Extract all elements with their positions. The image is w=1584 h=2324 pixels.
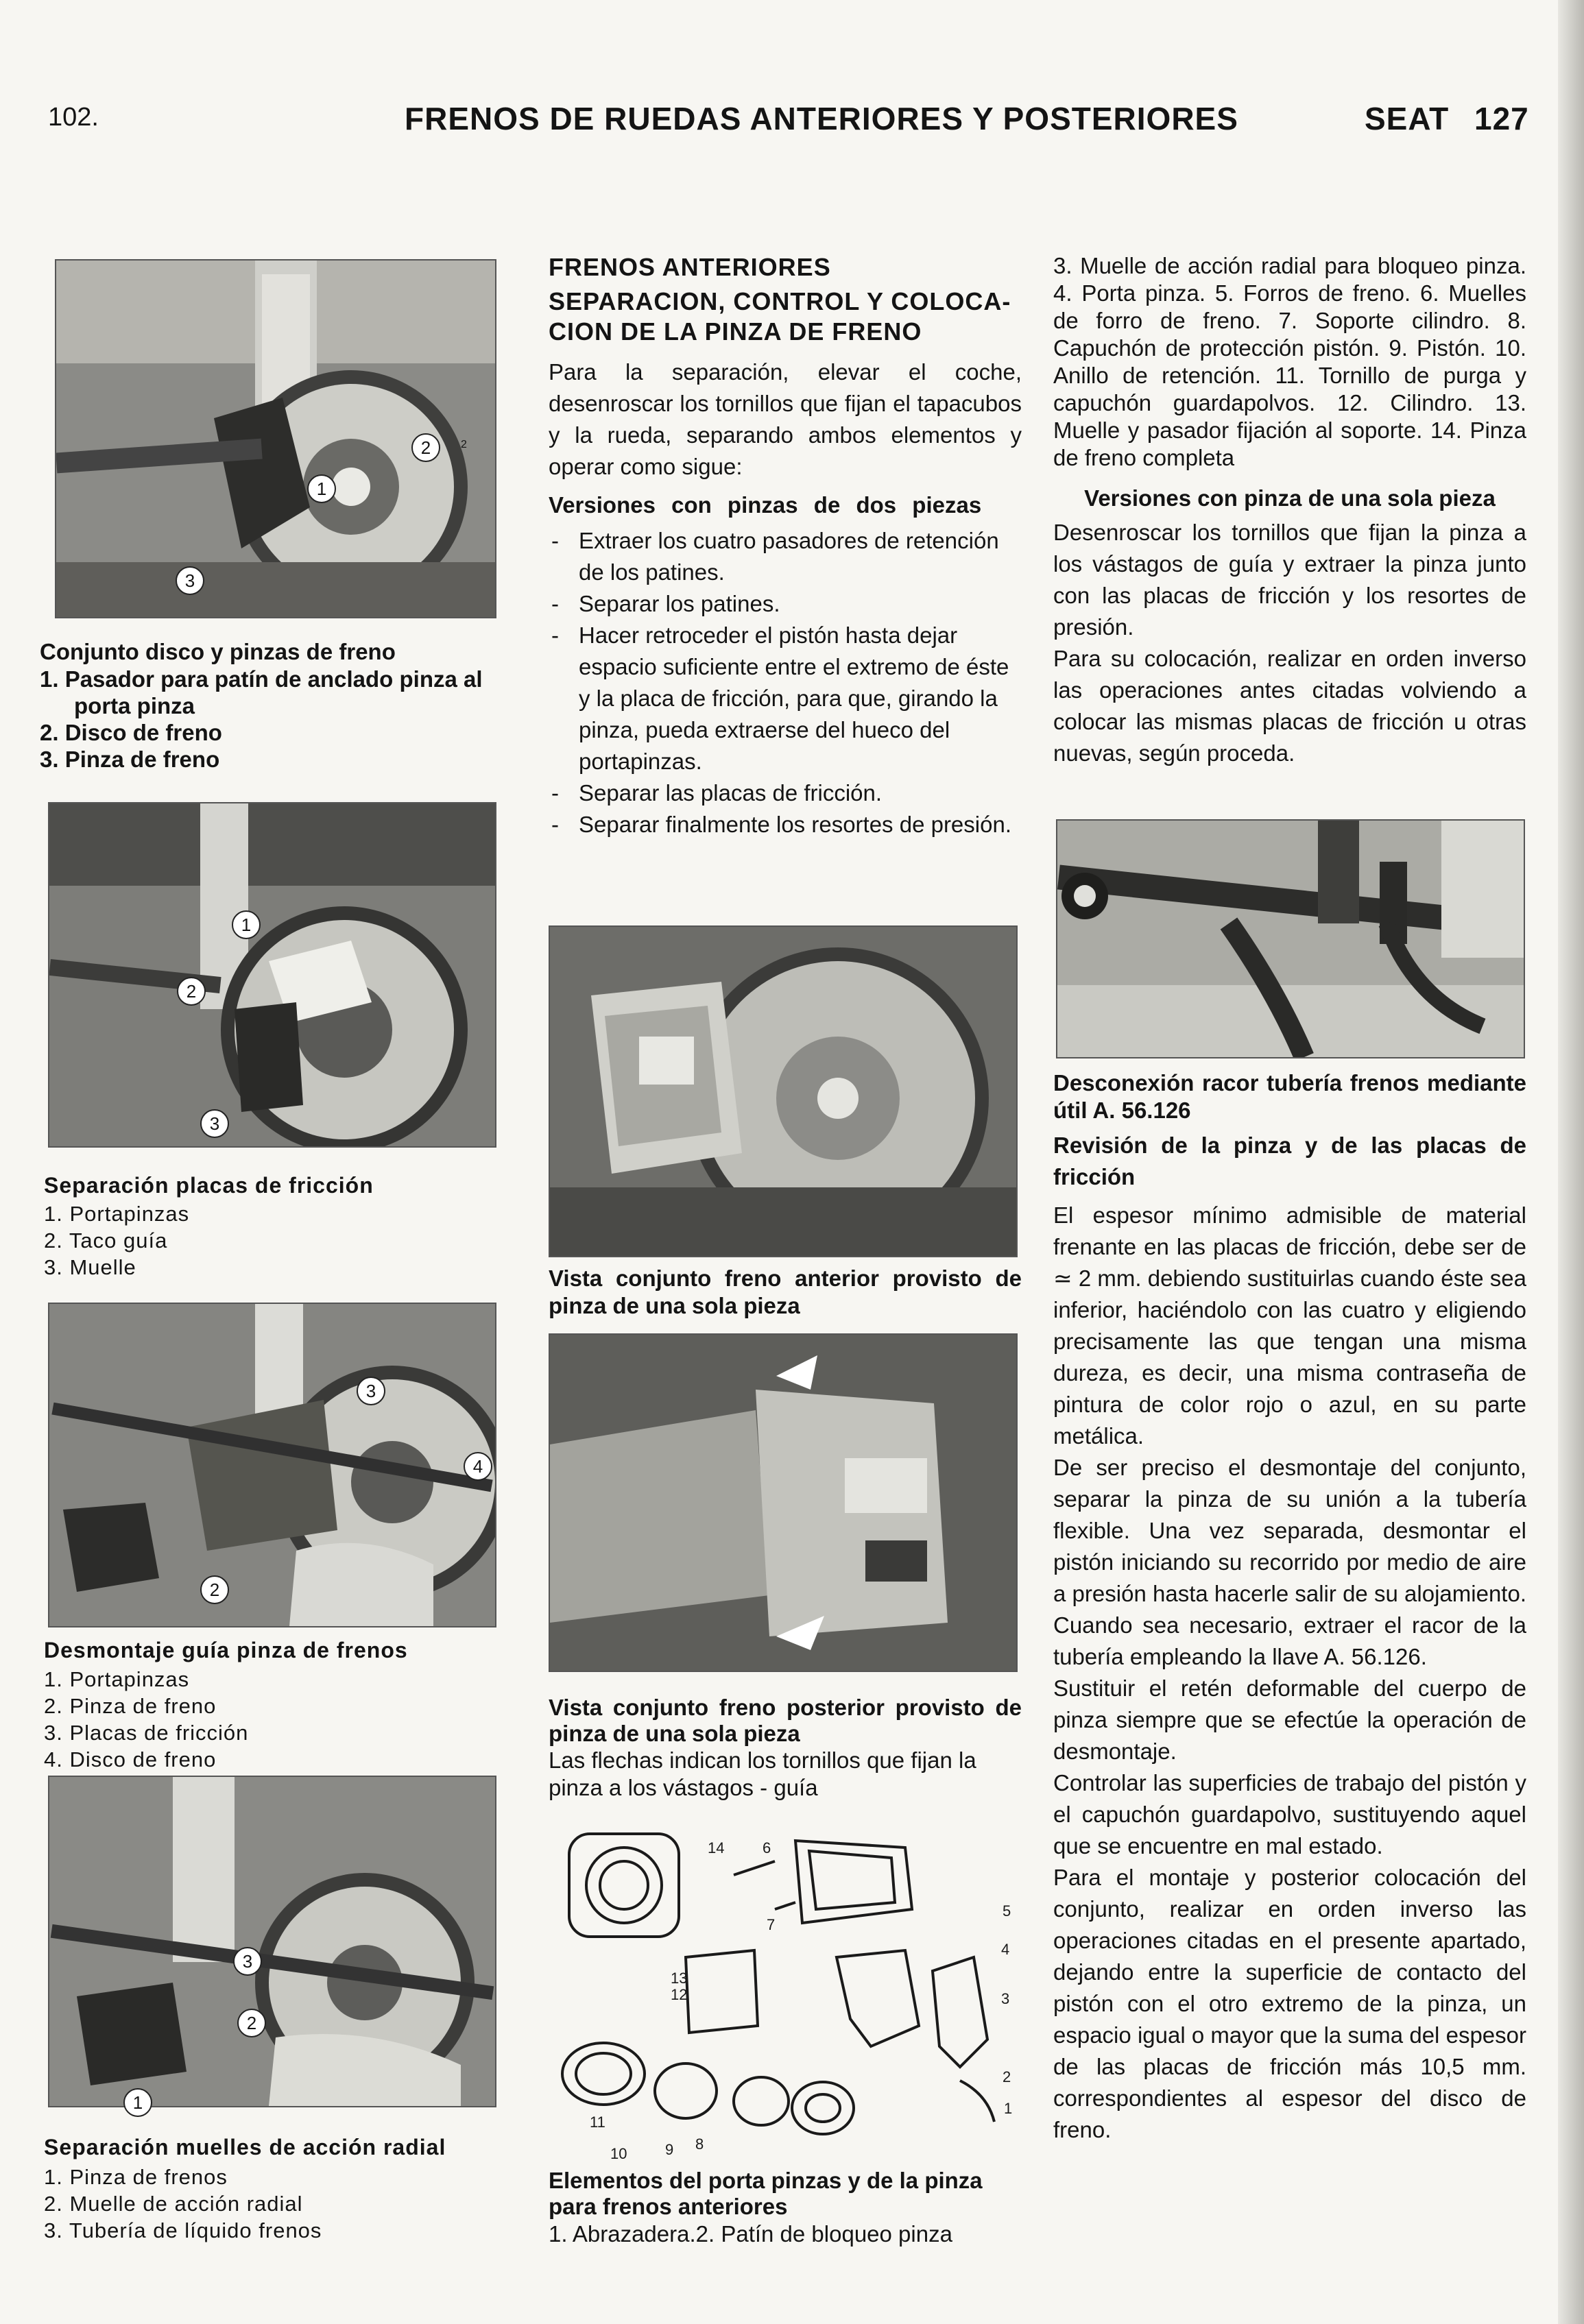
step-1: - Extraer los cuatro pasadores de retención de los patines. [549, 525, 1022, 588]
diagram-label-3: 3 [1001, 1990, 1010, 2007]
fig3-title: Desmontaje guía pinza de frenos [44, 1638, 408, 1662]
callout-3-badge: 3 [176, 566, 204, 595]
fig4-item-1: 1. Pinza de frenos [44, 2165, 228, 2189]
diagram-label-7: 7 [767, 1916, 776, 1933]
fig2-title: Separación placas de fricción [44, 1173, 374, 1198]
fig1-caption [40, 638, 513, 773]
diagram-label-1: 1 [1004, 2100, 1013, 2117]
fig3-callout-4: 4 [464, 1452, 492, 1481]
page-title: FRENOS DE RUEDAS ANTERIORES Y POSTERIORES [405, 101, 1238, 136]
callout-2: 2 [461, 439, 467, 450]
fig4-item-2: 2. Muelle de acción radial [44, 2192, 303, 2216]
diagram-label-10: 10 [610, 2145, 627, 2162]
fig4-callout-1: 1 [123, 2088, 152, 2117]
fig1-title: Conjunto disco y pinzas de freno [40, 639, 396, 664]
revision-para-2: De ser preciso el desmontaje del conjunto, separar la pinza de su unión a la tubería flexible. Una vez separada, desmontar el pistón iniciando su recorrido por medio de aire a presión hasta hacerle salir de su alojamiento. Cuando sea necesario, extraer el racor de la tubería empleando la llave A. 56.126. [1053, 1455, 1526, 1669]
fig2-callout-3: 3 [200, 1109, 229, 1138]
two-piece-heading: Versiones con pinzas de dos piezas [549, 492, 982, 518]
revision-para-4: Controlar las superficies de trabajo del pistón y el capuchón guardapolvo, sustituyendo aquel que se encuentre en mal estado. [1053, 1770, 1526, 1859]
page-number: 102. [48, 103, 99, 132]
fig6-note: Las flechas indican los tornillos que fijan la pinza a los vástagos - guía [549, 1747, 976, 1800]
page-edge [1558, 0, 1584, 2324]
one-piece-heading: Versiones con pinza de una sola pieza [1084, 485, 1496, 511]
fig2-caption [44, 1170, 517, 1281]
photo-friction-pads-separation [48, 802, 496, 1148]
photo-rear-brake-assembly [549, 1333, 1018, 1672]
brand-label: SEAT [1365, 101, 1450, 136]
step-2: - Separar los patines. [549, 588, 1022, 620]
diagram-caption-block [549, 2168, 1022, 2249]
revision-heading: Revisión de la pinza y de las placas de fricción [1053, 1133, 1526, 1189]
diagram-label-5: 5 [1003, 1902, 1011, 1920]
diagram-items: 1. Abrazadera.2. Patín de bloqueo pinza [549, 2221, 952, 2247]
fig2-callout-2: 2 [177, 977, 206, 1006]
one-piece-para-2: Para su colocación, realizar en orden inverso las operaciones antes citadas volviendo a colocar las mismas placas de fricción u otras nuevas, según proceda. [1053, 646, 1526, 766]
revision-para-5: Para el montaje y posterior colocación del conjunto, realizar en orden inverso las operaciones citadas en el presente apartado, dejando entre la superficie de contacto del pistón con el otro extremo de la pinza, un espacio igual o mayor que la suma del espesor de las placas de fricción más 10,5 mm. correspondientes al espesor del disco de freno. [1053, 1865, 1526, 2142]
right-column-bottom [1053, 1069, 1526, 2146]
fig1-item-3: 3. Pinza de freno [40, 747, 220, 772]
fig3-item-4: 4. Disco de freno [44, 1747, 217, 1771]
one-piece-para-1: Desenroscar los tornillos que fijan la pinza a los vástagos de guía y extraer la pinza junto con las placas de fricción y los resortes de presión. [1053, 520, 1526, 640]
fig3-callout-3: 3 [357, 1377, 385, 1405]
step-5: - Separar finalmente los resortes de presión. [549, 809, 1022, 840]
diagram-label-13: 13 [671, 1970, 688, 1987]
fig2-item-2: 2. Taco guía [44, 1228, 168, 1252]
photo-radial-springs-separation [48, 1776, 496, 2107]
revision-para-3: Sustituir el retén deformable del cuerpo de pinza siempre que se efectúe la operación de desmontaje. [1053, 1675, 1526, 1764]
section-front-brakes [549, 252, 1022, 840]
diagram-label-9: 9 [665, 2141, 674, 2158]
fig4-callout-2: 2 [237, 2009, 266, 2037]
fig7-caption: Desconexión racor tubería frenos mediante útil A. 56.126 [1053, 1070, 1526, 1123]
step-3: - Hacer retroceder el pistón hasta dejar espacio suficiente entre el extremo de éste y la placa de fricción, para que, girando la pinza, pueda extraerse del hueco del portapinzas. [549, 620, 1022, 777]
exploded-parts-diagram [549, 1820, 1022, 2163]
fig3-item-1: 1. Portapinzas [44, 1667, 190, 1691]
diagram-label-6: 6 [763, 1839, 771, 1856]
fig6-caption: Vista conjunto freno posterior provisto de pinza de una sola pieza [549, 1695, 1022, 1746]
fig4-item-3: 3. Tubería de líquido frenos [44, 2218, 322, 2242]
diagram-label-4: 4 [1001, 1941, 1010, 1958]
right-column-top [1053, 252, 1526, 769]
step-4: - Separar las placas de fricción. [549, 777, 1022, 809]
fig4-caption [44, 2131, 517, 2244]
diagram-label-14: 14 [708, 1839, 725, 1856]
fig3-callout-2: 2 [200, 1575, 229, 1604]
fig5-caption: Vista conjunto freno anterior provisto de pinza de una sola pieza [549, 1266, 1022, 1318]
callout-2-badge: 2 [411, 433, 440, 462]
fig2-item-1: 1. Portapinzas [44, 1202, 190, 1226]
fig3-item-3: 3. Placas de fricción [44, 1721, 249, 1745]
fig2-item-3: 3. Muelle [44, 1255, 136, 1279]
fig3-caption [44, 1634, 517, 1773]
photo-brake-line-fitting-tool [1056, 819, 1525, 1058]
model-label: 127 [1474, 101, 1529, 136]
intro-paragraph: Para la separación, elevar el coche, desenroscar los tornillos que fijan el tapacubos y la rueda, separando ambos elementos y operar como sigue: [549, 359, 1022, 479]
continued-legend: 3. Muelle de acción radial para bloqueo pinza. 4. Porta pinza. 5. Forros de freno. 6. Muelles de forro de freno. 7. Soporte cilindro. 8. Capuchón de protección pistón. 9. Pistón. 10. Anillo de retención. 11. Tornillo de purga y capuchón guardapolvos. 12. Cilindro. 13. Muelle y pasador fijación al soporte. 14. Pinza de freno completa [1053, 253, 1526, 470]
photo-front-brake-assembly [549, 925, 1018, 1257]
diagram-label-12: 12 [671, 1986, 688, 2003]
procedure-steps [549, 525, 1022, 840]
section-subtitle: SEPARACION, CONTROL Y COLOCA-CION DE LA PINZA DE FRENO [549, 287, 1011, 346]
fig4-callout-3: 3 [233, 1947, 262, 1976]
fig1-item-1: 1. Pasador para patín de anclado pinza al porta pinza [40, 666, 483, 718]
fig6-caption-block [549, 1695, 1022, 1802]
section-title: FRENOS ANTERIORES [549, 253, 831, 281]
diagram-label-11: 11 [590, 2114, 605, 2131]
diagram-label-2: 2 [1003, 2068, 1011, 2085]
fig1-item-2: 2. Disco de freno [40, 720, 222, 745]
diagram-caption: Elementos del porta pinzas y de la pinza para frenos anteriores [549, 2168, 983, 2219]
diagram-label-8: 8 [695, 2135, 704, 2153]
fig2-callout-1: 1 [232, 910, 261, 939]
revision-para-1: El espesor mínimo admisible de material frenante en las placas de fricción, debe ser de ≃ 2 mm. debiendo sustituirlas cuando éste sea inferior, haciéndolo con las cuatro y eligiendo precisamente las que tengan una misma dureza, es decir, una misma contraseña de pintura de color rojo o azul, en su parte metálica. [1053, 1202, 1526, 1449]
fig3-item-2: 2. Pinza de freno [44, 1694, 217, 1718]
photo-caliper-guide-removal [48, 1303, 496, 1627]
fig4-title: Separación muelles de acción radial [44, 2135, 446, 2159]
callout-1-badge: 1 [307, 474, 336, 503]
